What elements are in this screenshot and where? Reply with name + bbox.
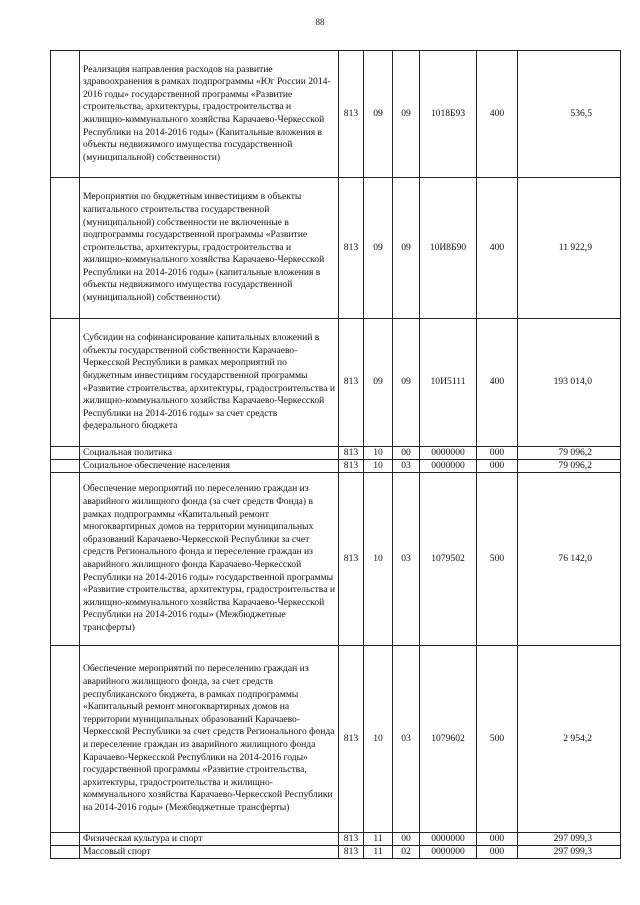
amount: 76 142,0 — [518, 473, 621, 646]
amount: 536,5 — [518, 51, 621, 178]
target-code: 10И8Б90 — [420, 178, 477, 319]
row-name: Массовый спорт — [80, 846, 339, 859]
expense-type-code: 000 — [477, 460, 518, 473]
table-row — [51, 833, 621, 846]
blank-cell — [51, 447, 80, 460]
ministry-code: 813 — [339, 319, 364, 447]
expense-type-code: 400 — [477, 51, 518, 178]
target-code: 0000000 — [420, 447, 477, 460]
subsection-code: 09 — [393, 178, 420, 319]
section-code: 10 — [364, 646, 393, 833]
section-code: 10 — [364, 473, 393, 646]
table-row — [51, 178, 621, 319]
row-name: Реализация направления расходов на развитие здравоохранения в рамках подпрограммы «Юг России 2014-2016 годы» государственной программы «Развитие строительства, архитектуры, градостроительства и жилищно-коммунального хозяйства Карачаево-Черкесской Республики на 2014-2016 годы» (Капитальные вложения в объекты недвижимого имущества государственной (муниципальной) собственности) — [80, 51, 339, 178]
row-name: Социальное обеспечение населения — [80, 460, 339, 473]
amount: 2 954,2 — [518, 646, 621, 833]
row-name: Обеспечение мероприятий по переселению граждан из аварийного жилищного фонда, за счет средств республиканского бюджета, в рамках подпрограммы «Капитальный ремонт многоквартирных домов на территории муниципальных образований Карачаево-Черкесской Республики за счет средств Регионального фонда и переселение граждан из аварийного жилищного фонда Карачаево-Черкесской Республики на 2014-2016 годы» государственной программы «Развитие строительства, архитектуры, градостроительства и жилищно-коммунального хозяйства Карачаево-Черкесской Республики на 2014-2016 годы» (Межбюджетные трансферты) — [80, 646, 339, 833]
blank-cell — [51, 846, 80, 859]
section-code: 09 — [364, 319, 393, 447]
blank-cell — [51, 473, 80, 646]
row-name: Обеспечение мероприятий по переселению граждан из аварийного жилищного фонда (за счет средств Фонда) в рамках подпрограммы «Капитальный ремонт многоквартирных домов на территории муниципальных образований Карачаево-Черкесской Республики за счет средств Регионального фонда и переселение граждан из аварийного жилищного фонда Карачаево-Черкесской Республики на 2014-2016 годы» государственной программы «Развитие строительства, архитектуры, градостроительства и жилищно-коммунального хозяйства Карачаево-Черкесской Республики на 2014-2016 годы» (Межбюджетные трансферты) — [80, 473, 339, 646]
section-code: 11 — [364, 833, 393, 846]
target-code: 1079602 — [420, 646, 477, 833]
blank-cell — [51, 51, 80, 178]
page-number: 88 — [315, 17, 325, 27]
ministry-code: 813 — [339, 833, 364, 846]
subsection-code: 03 — [393, 646, 420, 833]
table-row — [51, 460, 621, 473]
row-name: Мероприятия по бюджетным инвестициям в объекты капитального строительства государственной (муниципальной) собственности не включенные в подпрограммы государственной программы «Развитие строительства, архитектуры, градостроительства и жилищно-коммунального хозяйства Карачаево-Черкесской Республики на 2014-2016 годы» (капитальные вложения в объекты недвижимого имущества государственной (муниципальной) собственности) — [80, 178, 339, 319]
amount: 79 096,2 — [518, 460, 621, 473]
amount: 297 099,3 — [518, 846, 621, 859]
target-code: 0000000 — [420, 460, 477, 473]
table-row — [51, 319, 621, 447]
amount: 11 922,9 — [518, 178, 621, 319]
row-name: Физическая культура и спорт — [80, 833, 339, 846]
target-code: 10И5111 — [420, 319, 477, 447]
ministry-code: 813 — [339, 447, 364, 460]
blank-cell — [51, 833, 80, 846]
expense-type-code: 500 — [477, 646, 518, 833]
table-row — [51, 646, 621, 833]
subsection-code: 03 — [393, 473, 420, 646]
table-row — [51, 51, 621, 178]
ministry-code: 813 — [339, 473, 364, 646]
subsection-code: 03 — [393, 460, 420, 473]
table-row — [51, 447, 621, 460]
table-row — [51, 846, 621, 859]
ministry-code: 813 — [339, 51, 364, 178]
blank-cell — [51, 178, 80, 319]
subsection-code: 02 — [393, 846, 420, 859]
budget-table — [50, 50, 621, 859]
subsection-code: 00 — [393, 833, 420, 846]
target-code: 1079502 — [420, 473, 477, 646]
section-code: 10 — [364, 460, 393, 473]
expense-type-code: 000 — [477, 447, 518, 460]
section-code: 09 — [364, 178, 393, 319]
amount: 79 096,2 — [518, 447, 621, 460]
blank-cell — [51, 319, 80, 447]
ministry-code: 813 — [339, 178, 364, 319]
target-code: 1018Б93 — [420, 51, 477, 178]
section-code: 09 — [364, 51, 393, 178]
expense-type-code: 400 — [477, 178, 518, 319]
expense-type-code: 000 — [477, 833, 518, 846]
ministry-code: 813 — [339, 846, 364, 859]
ministry-code: 813 — [339, 646, 364, 833]
expense-type-code: 400 — [477, 319, 518, 447]
subsection-code: 09 — [393, 51, 420, 178]
subsection-code: 09 — [393, 319, 420, 447]
row-name: Социальная политика — [80, 447, 339, 460]
row-name: Субсидии на софинансирование капитальных вложений в объекты государственной собственности Карачаево-Черкесской Республики в рамках мероприятий по бюджетным инвестициям государственной программы «Развитие строительства, архитектуры, градостроительства и жилищно-коммунального хозяйства Карачаево-Черкесской Республики на 2014-2016 годы» за счет средств федерального бюджета — [80, 319, 339, 447]
expense-type-code: 500 — [477, 473, 518, 646]
blank-cell — [51, 646, 80, 833]
subsection-code: 00 — [393, 447, 420, 460]
target-code: 0000000 — [420, 833, 477, 846]
blank-cell — [51, 460, 80, 473]
table-row — [51, 473, 621, 646]
amount: 297 099,3 — [518, 833, 621, 846]
expense-type-code: 000 — [477, 846, 518, 859]
section-code: 10 — [364, 447, 393, 460]
amount: 193 014,0 — [518, 319, 621, 447]
ministry-code: 813 — [339, 460, 364, 473]
section-code: 11 — [364, 846, 393, 859]
target-code: 0000000 — [420, 846, 477, 859]
